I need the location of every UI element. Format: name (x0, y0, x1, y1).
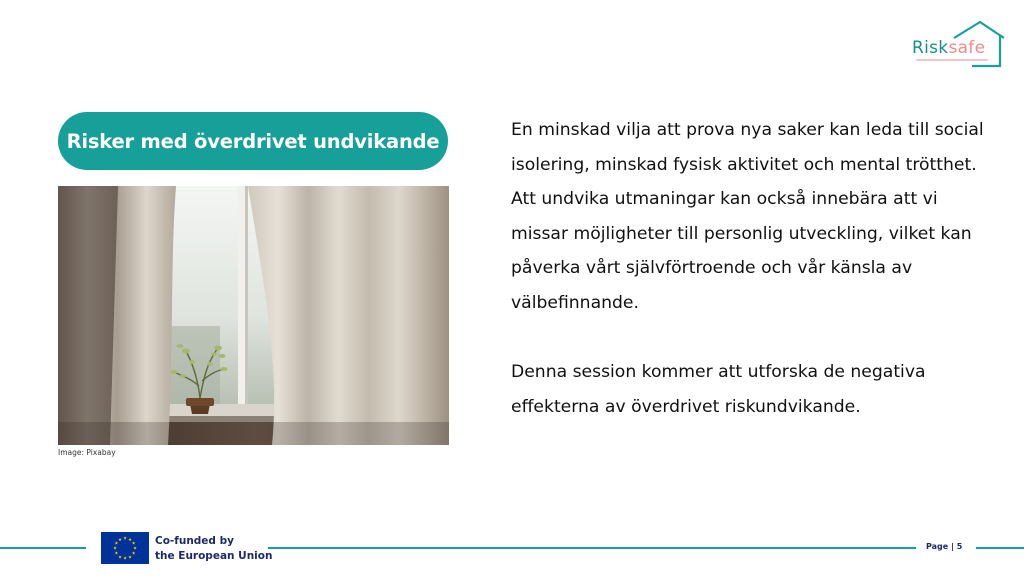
body-text (511, 113, 991, 424)
eu-line-2: the European Union (155, 550, 273, 562)
eu-star: ★ (122, 556, 128, 562)
title-banner (58, 112, 448, 170)
logo-wordmark: Risksafe (912, 38, 986, 58)
eu-star: ★ (114, 551, 119, 557)
eu-star: ★ (117, 537, 123, 543)
footer-rule-left (0, 547, 86, 549)
eu-star: ★ (131, 551, 136, 557)
page-number: Page | 5 (926, 542, 963, 551)
eu-star: ★ (112, 546, 118, 552)
eu-star: ★ (131, 541, 136, 547)
footer-rule-middle (268, 547, 916, 549)
eu-star: ★ (132, 546, 138, 552)
eu-star: ★ (122, 536, 128, 542)
eu-star: ★ (127, 537, 133, 543)
image-caption: Image: Pixabay (58, 448, 116, 457)
eu-star: ★ (117, 555, 123, 561)
eu-star: ★ (114, 541, 119, 547)
paragraph: Denna session kommer att utforska de negativa effekterna av överdrivet riskundvikande. (511, 362, 926, 417)
eu-line-1: Co-funded by (155, 535, 234, 547)
window-curtains-photo (58, 186, 449, 445)
risksafe-logo (908, 18, 1008, 70)
eu-star: ★ (127, 555, 133, 561)
logo-tagline (916, 59, 988, 61)
slide-title: Risker med överdrivet undvikande (66, 129, 440, 153)
paragraph: En minskad vilja att prova nya saker kan leda till social isolering, minskad fysisk aktivitet och mental trötthet. Att undvika utmaningar kan också innebära att vi missar möjligheter till personlig utveckling, vilket kan påverka vårt självförtroende och vår känsla av välbefinnande. (511, 120, 984, 313)
eu-flag-icon (101, 532, 149, 564)
footer-rule-right (976, 547, 1024, 549)
eu-cofunded-label (155, 534, 272, 564)
